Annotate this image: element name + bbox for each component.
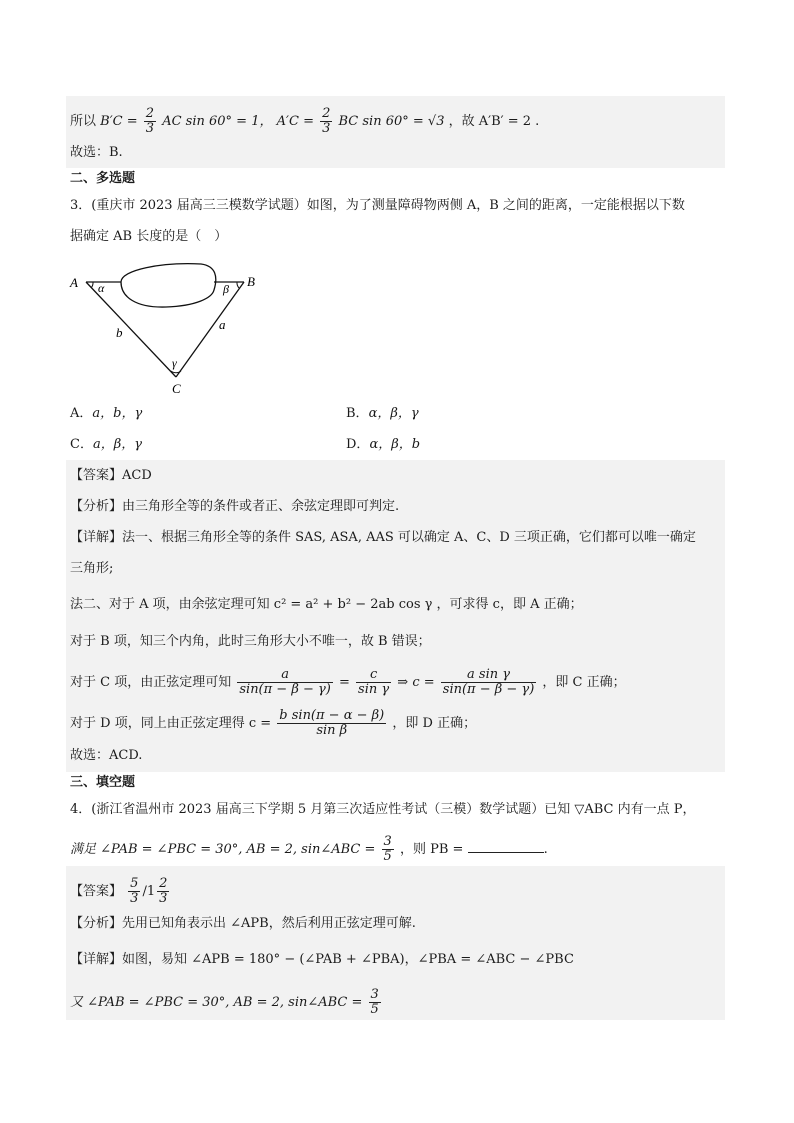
fraction: $\frac{3}{5}$: [383, 834, 392, 864]
section-title-fill-in: 三、填空题: [70, 775, 136, 790]
q3-item-d: 对于 D 项，同上由正弦定理得 c = $\frac{\text{b sin(π − α − β)}}{\text{sin β}}$ ，即 D 正确；: [70, 708, 477, 738]
fraction: $\frac{\text{b sin(π − α − β)}}{\text{sin β}}$: [279, 708, 385, 738]
label-gamma: γ: [172, 356, 177, 370]
q3-triangle-figure: [66, 262, 266, 397]
q3-detail-line2: 三角形;: [70, 561, 114, 576]
q4-detail-line1: 【详解】如图，易知 ∠APB = 180° − (∠PAB + ∠PBA)，∠PBA = ∠ABC − ∠PBC: [70, 952, 574, 967]
fraction: $\frac{\text{a sin γ}}{\sin(\pi - \beta - \gamma)}$: [442, 667, 535, 697]
label-A: A: [70, 275, 78, 290]
label-b: b: [116, 325, 123, 340]
q2-answer: 故选：B.: [70, 145, 123, 160]
q4-stem-line2: 满足 ∠PAB = ∠PBC = 30°, AB = 2, sin∠ABC = $\frac{3}{5}$ ，则 PB = .: [70, 834, 548, 864]
fraction: $\frac{2}{3}$: [159, 876, 168, 906]
q2-solution-line: 所以 B′C = $\frac{2}{3}$ AC sin 60° = 1， A′C = $\frac{2}{3}$ BC sin 60° = √3 ，故 A′B′ = 2 .: [70, 106, 540, 136]
option-b[interactable]: B．α，β，γ: [346, 406, 419, 421]
q3-analysis: 【分析】由三角形全等的条件或者正、余弦定理即可判定.: [70, 499, 400, 514]
fraction: $\frac{2}{3}$: [145, 106, 155, 136]
label-a: a: [219, 317, 226, 332]
fraction: $\frac{a}{\sin(\pi - \beta - \gamma)}$: [239, 667, 331, 697]
label-C: C: [172, 381, 181, 396]
q3-stem-line1: 3．(重庆市 2023 届高三三模数学试题）如图，为了测量障碍物两侧 A，B 之间的距离，一定能根据以下数: [70, 198, 685, 213]
label-B: B: [247, 274, 255, 289]
obstacle-shape: [121, 264, 216, 307]
q3-item-c: 对于 C 项，由正弦定理可知 $\frac{a}{\sin(\pi - \beta - \gamma)}$ = $\frac{c}{\text{sin γ}}$ ⇒ c = $\frac{\text{a sin γ}}{\sin(\pi - \beta - \gamma)}$ ，即 C 正确；: [70, 667, 626, 697]
fraction: $\frac{5}{3}$: [130, 876, 139, 906]
answer-blank[interactable]: [468, 840, 544, 853]
option-c[interactable]: C．a，β，γ: [70, 437, 142, 452]
side-b: [86, 282, 176, 377]
q3-final: 故选：ACD.: [70, 748, 143, 763]
option-d[interactable]: D．α，β，b: [346, 437, 421, 452]
q3-method2: 法二、对于 A 项，由余弦定理可知 c² = a² + b² − 2ab cos γ ，可求得 c，即 A 正确；: [70, 597, 583, 612]
fraction: $\frac{2}{3}$: [322, 106, 331, 136]
q3-item-b: 对于 B 项，知三个内角，此时三角形大小不唯一，故 B 错误；: [70, 634, 431, 649]
option-a[interactable]: A．a，b，γ: [70, 406, 143, 421]
q4-analysis: 【分析】先用已知角表示出 ∠APB，然后利用正弦定理可解.: [70, 916, 416, 931]
q4-stem-line1: 4．(浙江省温州市 2023 届高三下学期 5 月第三次适应性考试（三模）数学试题）已知 ▽ABC 内有一点 P，: [70, 802, 696, 817]
q4-detail-line2: 又 ∠PAB = ∠PBC = 30°, AB = 2, sin∠ABC = $\frac{3}{5}$: [70, 987, 379, 1017]
section-title-multiple-choice: 二、多选题: [70, 171, 136, 186]
q4-answer: 【答案】 $\frac{5}{3}$ /1 $\frac{2}{3}$: [70, 876, 168, 906]
q3-stem-line2: 据确定 AB 长度的是（ ）: [70, 229, 228, 244]
q3-detail-line1: 【详解】法一、根据三角形全等的条件 SAS, ASA, AAS 可以确定 A、C、D 三项正确，它们都可以唯一确定: [70, 530, 696, 545]
fraction: $\frac{3}{5}$: [370, 987, 379, 1017]
angle-arc-alpha: [91, 282, 93, 288]
q3-answer: 【答案】ACD: [70, 468, 152, 483]
label-beta: β: [223, 282, 229, 296]
angle-arc-beta: [237, 282, 239, 288]
label-alpha: α: [98, 281, 105, 295]
fraction: $\frac{c}{\text{sin γ}}$: [358, 667, 390, 697]
